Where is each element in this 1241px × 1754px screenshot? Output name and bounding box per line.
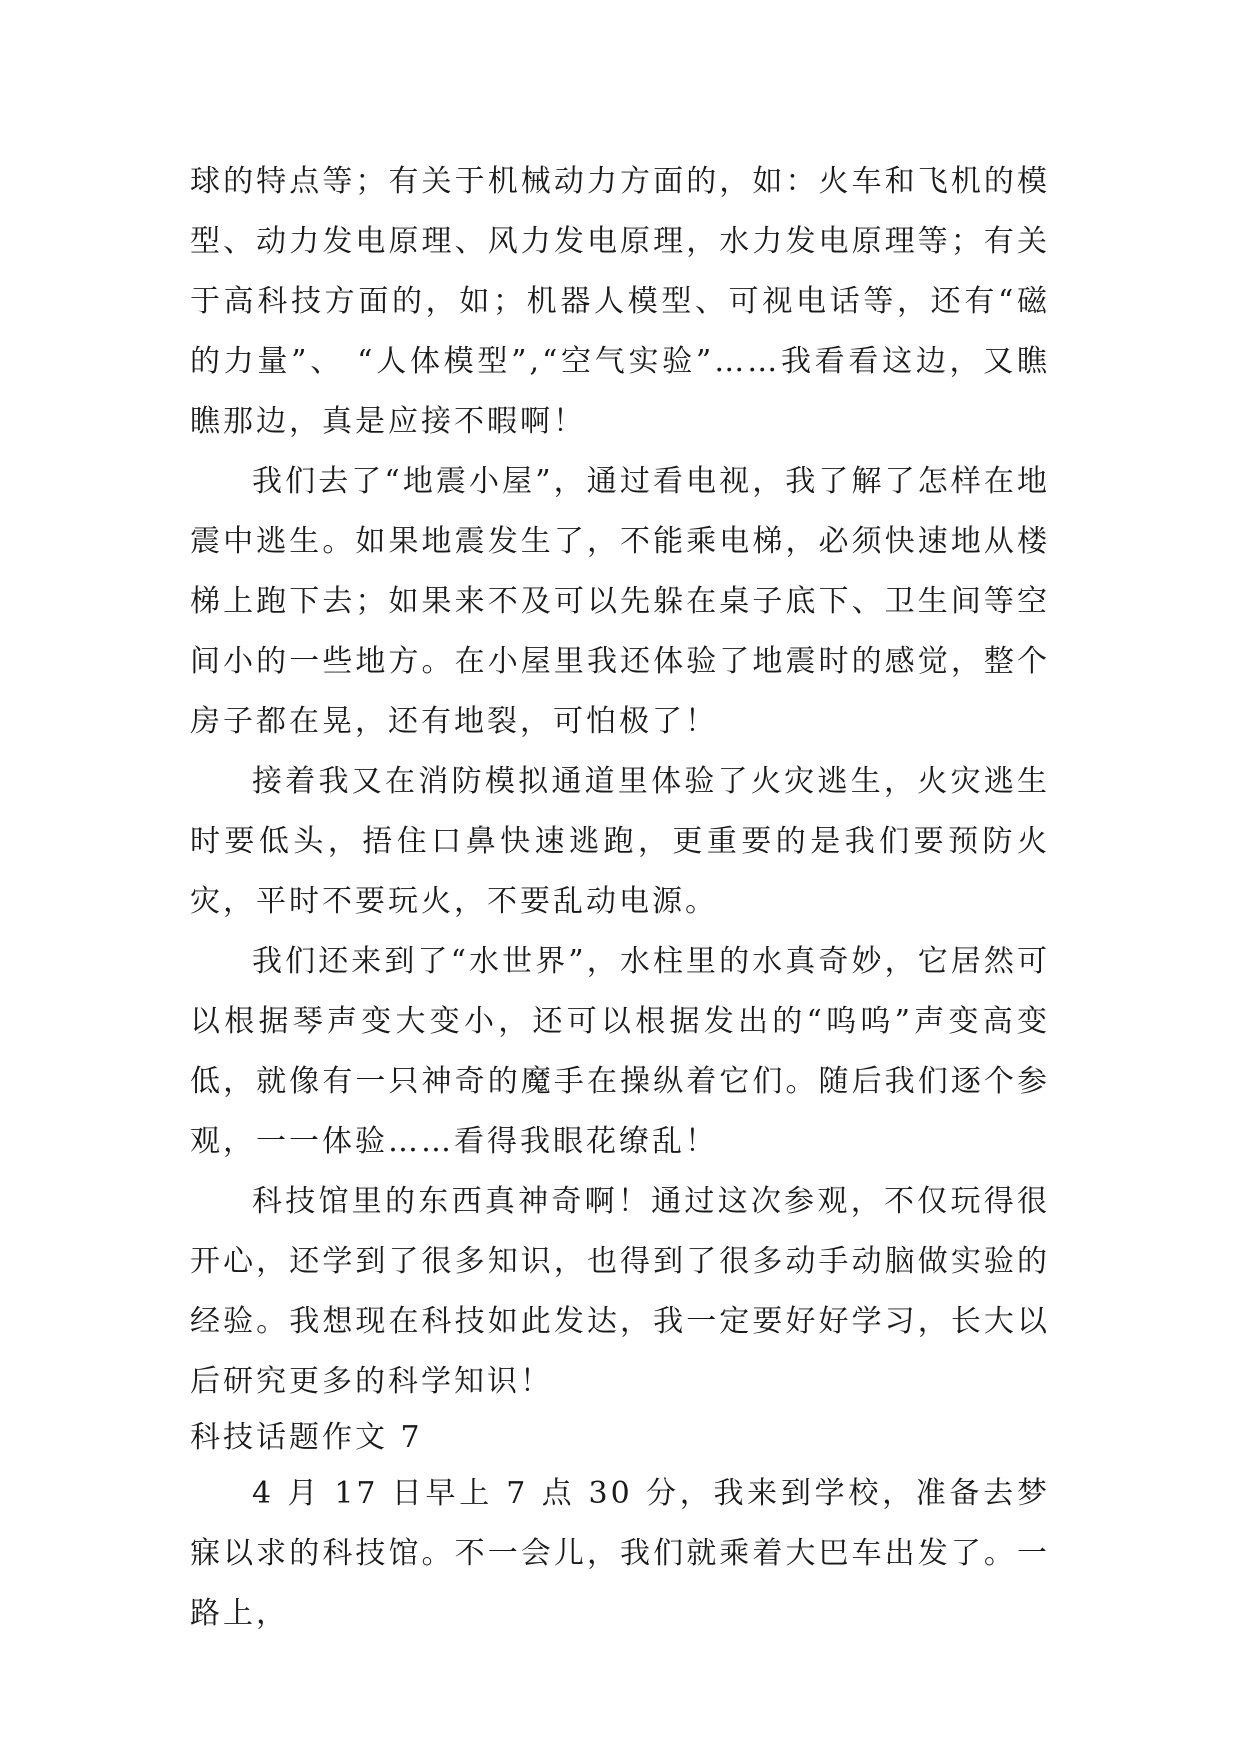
document-body: [190, 152, 1050, 1644]
paragraph-conclusion: 科技馆里的东西真神奇啊！通过这次参观，不仅玩得很开心，还学到了很多知识，也得到了很多动手动脑做实验的经验。我想现在科技如此发达，我一定要好好学习，长大以后研究更多的科学知识！: [190, 1184, 1050, 1399]
section-title: 科技话题作文 7: [190, 1420, 423, 1455]
paragraph-fire-escape: 接着我又在消防模拟通道里体验了火灾逃生，火灾逃生时要低头，捂住口鼻快速逃跑，更重要的是我们要预防火灾，平时不要玩火，不要乱动电源。: [190, 764, 1050, 919]
paragraph-section-start: 4 月 17 日早上 7 点 30 分，我来到学校，准备去梦寐以求的科技馆。不一会儿，我们就乘着大巴车出发了。一路上，: [190, 1476, 1050, 1631]
paragraph-earthquake-house: 我们去了“地震小屋”，通过看电视，我了解了怎样在地震中逃生。如果地震发生了，不能乘电梯，必须快速地从楼梯上跑下去；如果来不及可以先躲在桌子底下、卫生间等空间小的一些地方。在小屋里我还体验了地震时的感觉，整个房子都在晃，还有地裂，可怕极了！: [190, 464, 1050, 739]
paragraph-water-world: 我们还来到了“水世界”，水柱里的水真奇妙，它居然可以根据琴声变大变小，还可以根据发出的“呜呜”声变高变低，就像有一只神奇的魔手在操纵着它们。随后我们逐个参观，一一体验……看得我眼花缭乱！: [190, 944, 1050, 1159]
paragraph-continued: 球的特点等；有关于机械动力方面的，如：火车和飞机的模型、动力发电原理、风力发电原理，水力发电原理等；有关于高科技方面的，如；机器人模型、可视电话等，还有“磁的力量”、 “人体模型”,“空气实验”……我看看这边，又瞧瞧那边，真是应接不暇啊！: [190, 164, 1050, 439]
